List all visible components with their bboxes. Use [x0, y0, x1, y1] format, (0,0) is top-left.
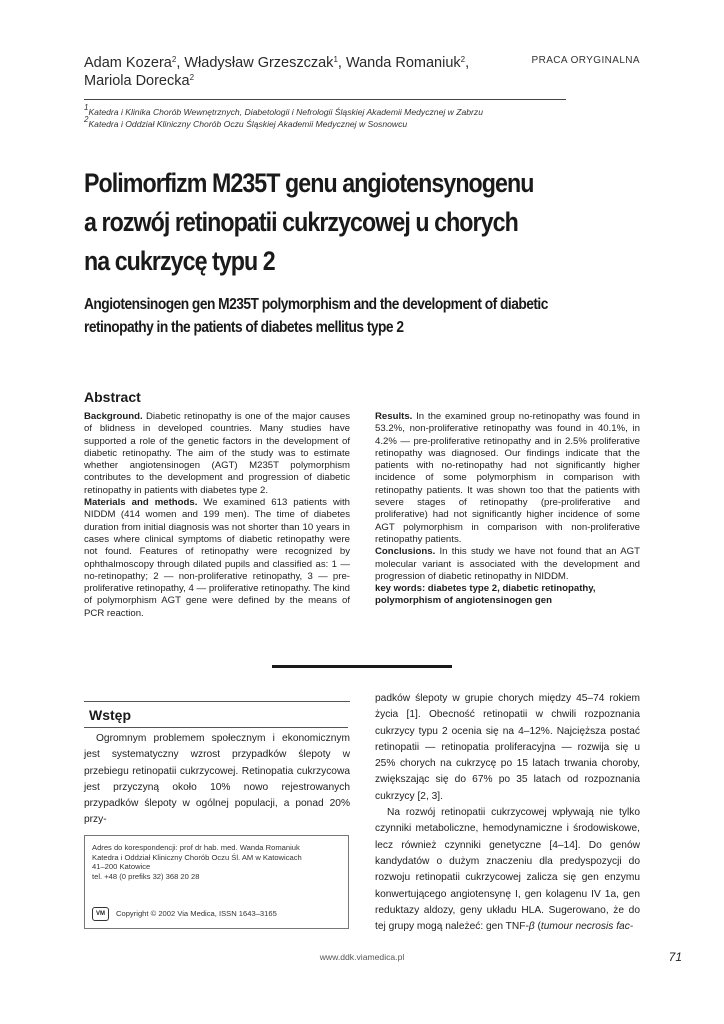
affiliation-marker: 2 — [171, 55, 177, 64]
address-line: 41–200 Katowice — [92, 862, 151, 871]
abstract-keywords — [375, 583, 640, 608]
author-name: , Wanda Romaniuk — [337, 55, 461, 71]
title-polish — [84, 164, 566, 281]
title-line: Angiotensinogen gen M235T polymorphism and the development of diabetic — [84, 296, 548, 313]
abstract-methods — [84, 497, 350, 620]
section-label: Conclusions. — [375, 546, 436, 558]
section-divider — [272, 665, 452, 668]
address-line: Adres do korespondencji: prof dr hab. med. Wanda Romaniuk — [92, 843, 300, 852]
intro-rule — [84, 701, 350, 702]
intro-heading: Wstęp — [89, 707, 131, 723]
author-separator: , — [465, 55, 470, 71]
copyright-line — [92, 909, 277, 918]
affiliation-marker: 2 — [84, 114, 89, 124]
paragraph-text: In the examined group no-retinopathy was found in 53.2%, non-proliferative retinopathy was found in 40.1%, in 4.2% — pre-proliferative retinopathy and in 2.5% proliferative retinopathy was diagnosed. Our findings indicate that the patients with no-retinopathy had not significantly higher incidence of some polymorphism in comparison with retinopathy patients. It was shown too that the patients with severe stages of retinopathy (pre-proliferative and proliferative) had not significantly higher incidence of some AGT polymorphism in comparison with non-proliferative retinopathy patients. — [375, 411, 640, 545]
title-line: na cukrzycę typu 2 — [84, 246, 275, 276]
header-divider — [84, 99, 566, 100]
paragraph-text: ( — [534, 921, 541, 933]
paragraph-text: Diabetic retinopathy is one of the major causes of blidness in developed countries. Many studies have supported a role of the genetic factors in the development of diabetic retinopathy. The aim of the study was to estimate whether angiotensinogen (AGT) M235T polymorphism contributes to the development and progression of diabetic retinopathy in patients with diabetes type 2. — [84, 411, 350, 496]
keywords-text: : diabetes type 2, diabetic retinopathy, polymorphism of angiotensinogen gen — [375, 583, 596, 607]
affiliation-marker: 2 — [460, 55, 466, 64]
correspondence-box — [84, 835, 349, 929]
section-label: Materials and methods. — [84, 497, 198, 509]
abstract-conclusions — [375, 546, 640, 583]
footer-url: www.ddk.viamedica.pl — [319, 952, 405, 962]
affiliation-text: Katedra i Klinika Chorób Wewnętrznych, Diabetologii i Nefrologii Śląskiej Akademii Medycznej w Zabrzu — [88, 107, 483, 117]
abstract-left-column — [84, 411, 350, 620]
keywords-label: key words — [375, 583, 422, 595]
greek-symbol: β — [528, 921, 535, 933]
paragraph-text: We examined 613 patients with NIDDM (414 women and 199 men). The time of diabetes duration from initial diagnosis was not shorter than 10 years in cases where clinical symptoms of diabetic retinopathy were not found. Features of retinopathy were recognized by ophthalmoscopy through dilated pupils and classified as: 1 — no-retinopathy; 2 — non-proliferative retinopathy, 3 — pre-proliferative retinopathy, 4 — proliferative retinopathy. The kind of polymorphism AGT gene were defined by the means of PCR reaction. — [84, 497, 351, 619]
via-medica-logo-icon: VM — [92, 907, 109, 921]
section-label: Results. — [375, 411, 413, 422]
article-type-label: PRACA ORYGINALNA — [531, 55, 640, 66]
correspondence-address — [92, 843, 342, 881]
affiliation-marker: 2 — [189, 73, 195, 82]
title-line: a rozwój retinopatii cukrzycowej u chorych — [84, 207, 518, 237]
body-paragraph — [375, 805, 640, 935]
title-line: retinopathy in the patients of diabetes mellitus type 2 — [84, 319, 404, 336]
affiliation-marker: 1 — [333, 55, 338, 64]
address-line: Katedra i Oddział Kliniczny Chorób Oczu Śl. AM w Katowicach — [92, 852, 302, 862]
affiliations — [84, 103, 604, 130]
abstract-right-column — [375, 411, 640, 608]
intro-heading-box — [84, 703, 348, 728]
abstract-background — [84, 411, 350, 497]
affiliation-text: Katedra i Oddział Kliniczny Chorób Oczu Śląskiej Akademii Medycznej w Sosnowcu — [88, 118, 408, 129]
affiliation-1 — [84, 103, 604, 119]
title-line: Polimorfizm M235T genu angiotensynogenu — [84, 168, 534, 198]
author-name: Mariola Dorecka — [84, 73, 190, 89]
author-name: Adam Kozera — [84, 55, 172, 71]
abstract-heading: Abstract — [84, 389, 141, 405]
intro-right-column — [375, 691, 640, 935]
section-label: Background. — [84, 411, 143, 422]
page-number: 71 — [668, 950, 682, 964]
intro-left-column — [84, 731, 350, 829]
abstract-results — [375, 411, 640, 546]
paragraph-text: Na rozwój retinopatii cukrzycowej wpływają nie tylko czynniki metaboliczne, hemodynamiczne i środowiskowe, lecz również czynniki genetyczne [4–14]. Do genów kandydatów o dużym znaczeniu dla predyspozycji do rozwoju retinopatii cukrzycowej zalicza się gen enzymu konwertującego angiotensynę I, gen kolagenu IV 1a, gen reduktazy aldozy, geny układu HLA. Sugerowano, że do tej grupy mogą należeć: gen TNF- — [375, 807, 640, 933]
author-list — [84, 54, 484, 90]
italic-term: tumour necrosis fac- — [540, 921, 634, 933]
affiliation-marker: 1 — [84, 103, 89, 112]
body-paragraph: padków ślepoty w grupie chorych między 45–74 rokiem życia [1]. Obecność retinopatii w chwili rozpoznania cukrzycy typu 2 ocenia się na 4–12%. Najcięższa postać retinopatii — retinopatia proliferacyjna — rozwija się u 25% chorych na cukrzycę po 15 latach trwania choroby, zwiększając się do 67% po 35 latach od rozpoznania cukrzycy [2, 3]. — [375, 693, 640, 802]
title-english — [84, 293, 617, 339]
phone-line: tel. +48 (0 prefiks 32) 368 20 28 — [92, 871, 200, 881]
paragraph-text: In this study we have not found that an AGT molecular variant is associated with the development and progression of diabetic retinopathy in NIDDM. — [375, 546, 640, 582]
author-name: , Władysław Grzeszczak — [176, 55, 334, 71]
copyright-text: Copyright © 2002 Via Medica, ISSN 1643–3165 — [116, 909, 277, 918]
body-paragraph: Ogromnym problemem społecznym i ekonomicznym jest systematyczny wzrost przypadków ślepoty w przebiegu retinopatii cukrzycowej. Retinopatia cukrzycowa jest przyczyną około 10% nowo rejestrowanych przypadków ślepoty w ogólnej populacji, a ponad 20% przy- — [84, 733, 350, 826]
affiliation-2 — [84, 114, 604, 131]
